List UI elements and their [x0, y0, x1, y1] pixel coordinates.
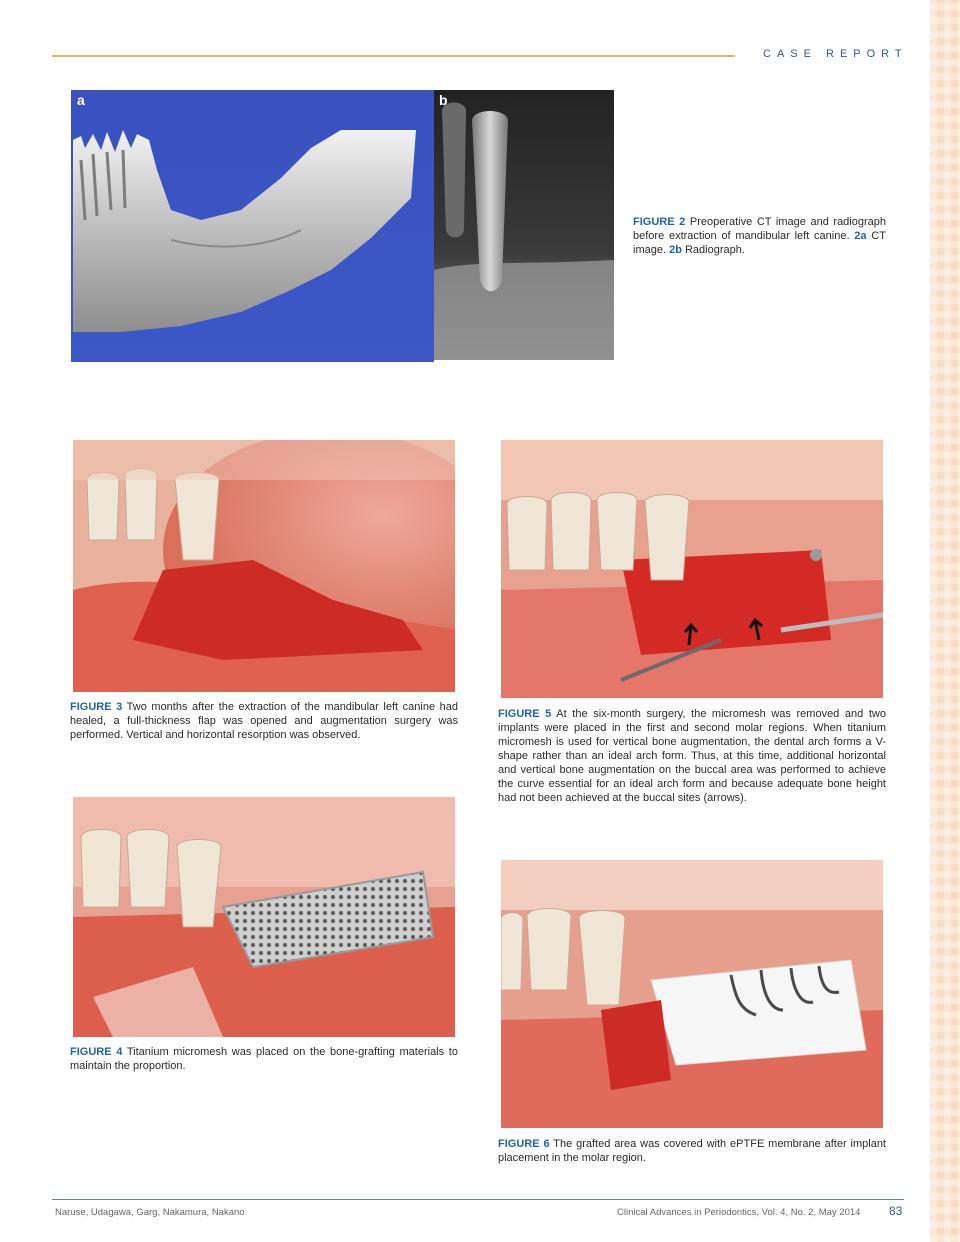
figure-5-caption: [498, 707, 886, 805]
figure-5-label: FIGURE 5: [498, 708, 552, 720]
ct-mandible-render: [71, 90, 434, 362]
figure-4-image: [73, 797, 455, 1037]
footer-journal-citation: Clinical Advances in Periodontics, Vol. 4, No. 2, May 2014: [617, 1207, 861, 1218]
footer-authors: Naruse, Udagawa, Garg, Nakamura, Nakano: [55, 1207, 245, 1218]
figure-6-image: [501, 860, 883, 1128]
figure-4-caption: [70, 1045, 458, 1073]
figure-2-label: FIGURE 2: [633, 216, 686, 228]
section-label: CASE REPORT: [763, 48, 908, 60]
panel-label-a: a: [77, 92, 85, 108]
figure-2b-radiograph: [434, 90, 614, 360]
figure-2-text-3: Radiograph.: [681, 244, 745, 256]
figure-2-text-2: CT image.: [633, 230, 886, 256]
figure-6-caption: [498, 1137, 886, 1165]
figure-2a-reference: 2a: [854, 230, 867, 242]
figure-5-implant-photo: [501, 440, 883, 698]
footer-rule: [52, 1199, 904, 1200]
decorative-side-strip: [930, 0, 960, 1242]
figure-3-text: Two months after the extraction of the mandibular left canine had healed, a full-thickness flap was opened and augmentation surgery was performed. Vertical and horizontal resorption was observed.: [70, 701, 459, 741]
radiograph-image: [434, 90, 614, 360]
figure-5-text: At the six-month surgery, the micromesh was removed and two implants were placed in the first and second molar regions. When titanium micromesh is used for vertical bone augmentation, the dental arch forms a V-shape rather than an ideal arch form. Thus, at this time, additional horizontal and vertical bone augmentation on the buccal area was performed to achieve the curve essential for an ideal arch form and because adequate bone height had not been achieved at the buccal sites (arrows).: [498, 708, 886, 804]
figure-3-label: FIGURE 3: [70, 701, 123, 713]
figure-2b-reference: 2b: [669, 244, 682, 256]
figure-4-text: Titanium micromesh was placed on the bone-grafting materials to maintain the proportion.: [70, 1046, 458, 1072]
figure-3-caption: [70, 700, 458, 742]
figure-4-micromesh-photo: [73, 797, 455, 1037]
figure-2a-ct-image: [71, 90, 434, 362]
page-number: 83: [889, 1204, 903, 1218]
figure-3-surgical-photo: [73, 440, 455, 692]
figure-6-label: FIGURE 6: [498, 1138, 550, 1150]
figure-6-membrane-photo: [501, 860, 883, 1128]
header-rule: [52, 55, 735, 57]
figure-4-label: FIGURE 4: [70, 1046, 123, 1058]
figure-5-image: [501, 440, 883, 698]
figure-3-image: [73, 440, 455, 692]
figure-2-text-1: Preoperative CT image and radiograph before extraction of mandibular left canine.: [633, 216, 886, 242]
figure-2-caption: [633, 215, 886, 257]
figure-6-text: The grafted area was covered with ePTFE membrane after implant placement in the molar region.: [498, 1138, 886, 1164]
panel-label-b: b: [439, 92, 448, 108]
